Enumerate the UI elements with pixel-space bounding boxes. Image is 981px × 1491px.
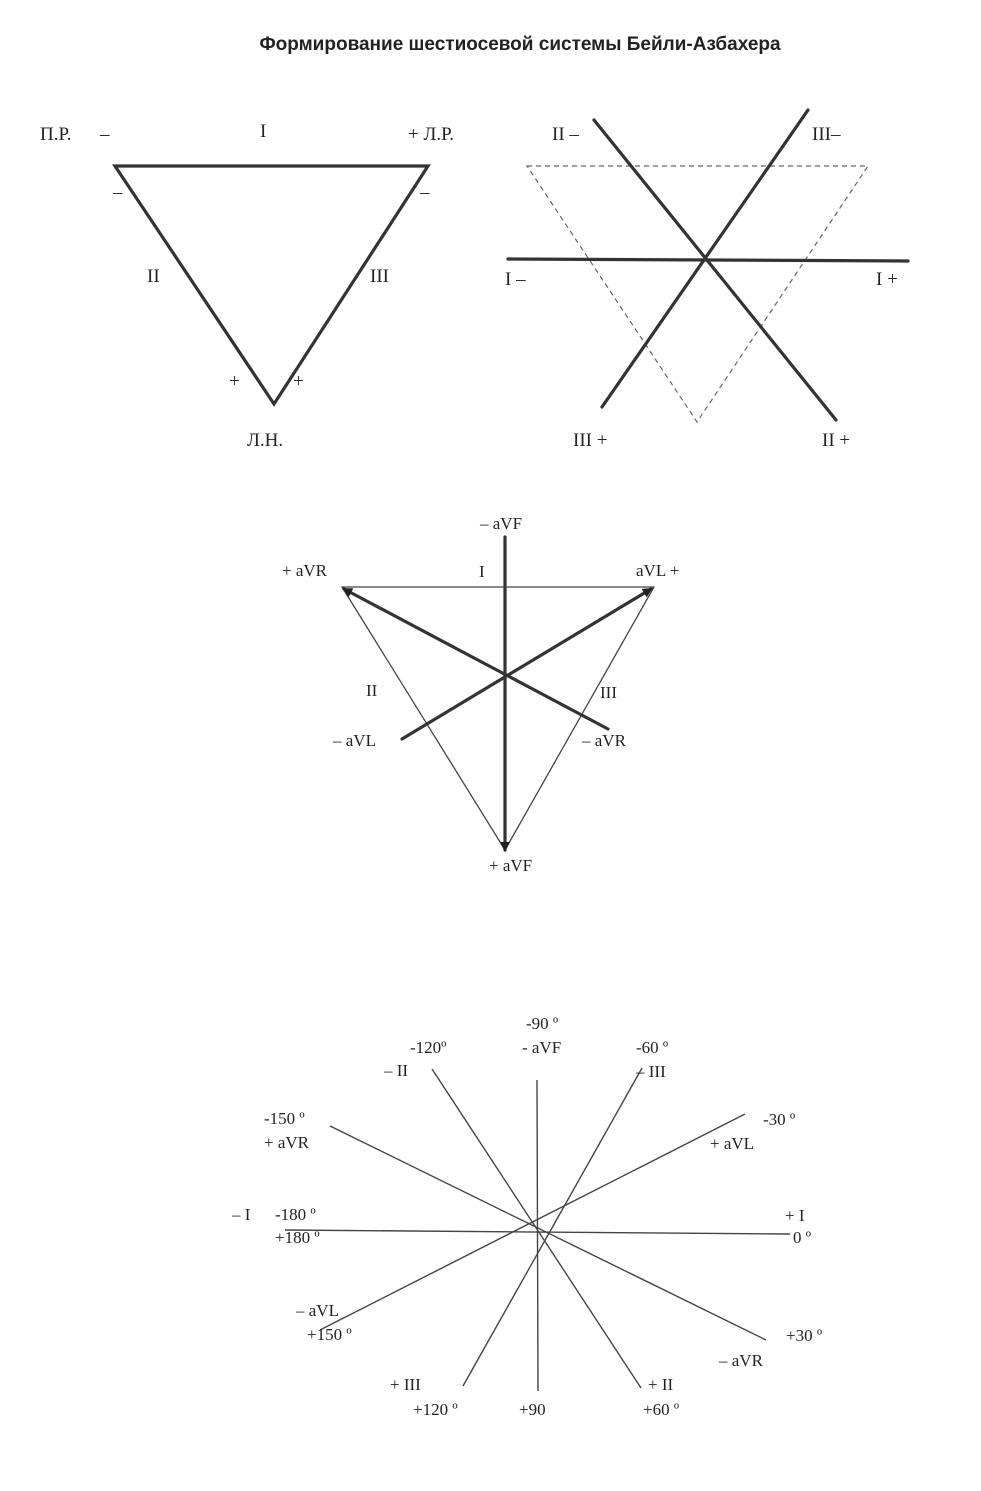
label-minus-right: – xyxy=(420,182,430,203)
label-lead-III-aug: III xyxy=(600,683,617,702)
label-deg-p60: +60 º xyxy=(643,1400,680,1419)
axis-III xyxy=(463,1068,642,1386)
label-III-plus: III + xyxy=(573,430,608,451)
label-plus-right: + xyxy=(293,371,304,392)
label-deg-m180: -180 º xyxy=(275,1205,316,1224)
label-lead-II: II xyxy=(147,266,160,287)
label-I-plus: I + xyxy=(876,269,898,290)
label-aVR-minus: – aVR xyxy=(582,731,626,750)
label-aVL-plus: aVL + xyxy=(636,561,680,580)
label-aVL-minus: – aVL xyxy=(333,731,376,750)
label-deg-0: 0 º xyxy=(793,1228,812,1247)
dashed-triangle xyxy=(527,166,868,422)
label-aVF-minus: – aVF xyxy=(480,514,523,533)
label-deg-p120: +120 º xyxy=(413,1400,458,1419)
arrow-aVL xyxy=(402,589,651,739)
diagram-title: Формирование шестиосевой системы Бейли-Азбахера xyxy=(259,34,781,55)
augmented-triangle xyxy=(342,587,654,850)
label-aVL-minus-hex: – aVL xyxy=(296,1301,339,1320)
label-III-plus-hex: + III xyxy=(390,1375,421,1394)
axis-lead-II xyxy=(594,120,836,420)
label-minus-left: – xyxy=(113,182,123,203)
label-lead-I-aug: I xyxy=(479,562,485,581)
label-deg-m120: -120º xyxy=(410,1038,447,1057)
label-right-arm-sign: – xyxy=(100,124,110,145)
label-deg-m150: -150 º xyxy=(264,1109,305,1128)
label-III-minus: III– xyxy=(812,124,841,145)
label-deg-p90: +90 xyxy=(519,1400,546,1419)
label-aVF-minus-hex: - aVF xyxy=(522,1038,562,1057)
axis-aVF xyxy=(537,1080,538,1391)
label-deg-p30: +30 º xyxy=(786,1326,823,1345)
label-lead-II-aug: II xyxy=(366,681,378,700)
label-I-minus: I – xyxy=(505,269,526,290)
einthoven-triangle xyxy=(40,121,454,451)
label-aVF-plus: + aVF xyxy=(489,856,533,875)
label-aVR-plus-hex: + aVR xyxy=(264,1133,309,1152)
label-II-minus-hex: – II xyxy=(384,1061,409,1080)
label-II-plus-hex: + II xyxy=(648,1375,674,1394)
arrow-aVR xyxy=(344,589,608,729)
label-lead-III: III xyxy=(370,266,389,287)
label-aVR-plus: + aVR xyxy=(282,561,327,580)
hexaxial-system xyxy=(231,1014,822,1419)
label-aVL-plus-hex: + aVL xyxy=(710,1134,755,1153)
label-deg-p180: +180 º xyxy=(275,1228,320,1247)
label-left-arm: + Л.Р. xyxy=(408,124,455,145)
label-aVR-minus-hex: – aVR xyxy=(719,1351,763,1370)
label-lead-I: I xyxy=(260,121,267,142)
label-II-plus: II + xyxy=(822,430,851,451)
label-III-minus-hex: – III xyxy=(636,1062,666,1081)
augmented-leads xyxy=(282,514,679,875)
label-right-arm: П.Р. xyxy=(40,124,72,145)
label-I-minus-hex: – I xyxy=(232,1205,251,1224)
label-plus-left: + xyxy=(229,371,240,392)
label-deg-m60: -60 º xyxy=(636,1038,669,1057)
label-left-leg: Л.Н. xyxy=(247,430,284,451)
label-deg-m90: -90 º xyxy=(526,1014,559,1033)
label-deg-p150: +150 º xyxy=(307,1325,352,1344)
label-deg-m30: -30 º xyxy=(763,1110,796,1129)
label-II-minus: II – xyxy=(552,124,579,145)
axis-aVL xyxy=(320,1114,745,1330)
bipolar-axes xyxy=(505,110,908,451)
label-I-plus-hex: + I xyxy=(785,1206,805,1225)
